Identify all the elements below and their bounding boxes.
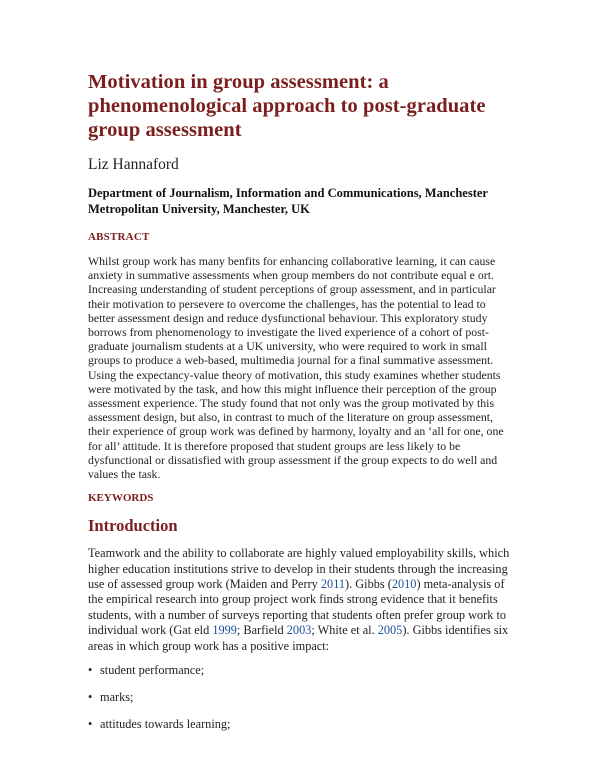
paragraph-text: ). Gibbs identifies six areas in which group work has a positive impact: (88, 623, 509, 653)
article-title: Motivation in group assessment: a phenomenological approach to post-graduate group assessment (88, 71, 486, 141)
paragraph-text: ) meta-analysis of the empirical research into group project work finds strong evidence that it benefits students, with a number of surveys reporting that students often prefer group work to individual work (Gat eld (88, 577, 507, 638)
citation-link[interactable]: 2003 (286, 623, 312, 638)
abstract-text: Whilst group work has many benfits for enhancing collaborative learning, it can cause anxiety in summative assessments when group members do not contribute equal e ort. Increasing understanding of student perceptions of group assessment, and in particular their motivation to persevere to overcome the challenges, has the potential to lead to better assessment design and reduce dysfunctional behaviour. This exploratory study borrows from phenomenology to investigate the lived experience of a cohort of post-graduate journalism students at a UK university, who were required to work in small groups to produce a web-based, multimedia journal for a final summative assessment. Using the expectancy-value theory of motivation, this study examines whether students were motivated by the task, and how this might influence their perception of the group assessment experience. The study found that not only was the group motivated by this assessment design, but also, in contrast to much of the literature on group assessment, their experience of group work was defined by harmony, loyalty and an ‘all for one, one for all’ attitude. It is therefore proposed that student groups are less likely to be dysfunctional or dissatisfied with group assessment if the group expects to do well and values the task. (88, 254, 504, 482)
introduction-heading: Introduction (88, 516, 178, 536)
bullet-icon: • (88, 717, 93, 732)
list-item (88, 663, 512, 678)
author-name: Liz Hannaford (88, 156, 179, 173)
bullet-icon: • (88, 690, 93, 705)
citation-link[interactable]: 2011 (320, 577, 346, 592)
author-affiliation: Department of Journalism, Information and Communications, Manchester Metropolitan University, Manchester, UK (88, 186, 488, 216)
impact-list (88, 663, 512, 732)
paragraph-text: ; Barfield (236, 623, 287, 638)
list-item-text: attitudes towards learning; (100, 717, 231, 732)
list-item (88, 717, 512, 732)
list-item-text: student performance; (100, 663, 205, 678)
paragraph-text: ; White et al. (311, 623, 378, 638)
citation-link[interactable]: 2005 (377, 623, 403, 638)
list-item (88, 690, 512, 705)
bullet-icon: • (88, 663, 93, 678)
citation-link[interactable]: 1999 (212, 623, 237, 638)
keywords-heading: KEYWORDS (88, 492, 154, 505)
paragraph-text: Teamwork and the ability to collaborate are highly valued employability skills, which higher education institutions strive to develop in their students through the increasing use of assessed group work (Maiden and Perry (88, 546, 510, 592)
paragraph-text: ). Gibbs ( (345, 577, 392, 592)
citation-link[interactable]: 2010 (391, 577, 417, 592)
introduction-paragraph (88, 546, 512, 654)
abstract-heading: ABSTRACT (88, 231, 150, 243)
list-item-text: marks; (100, 690, 134, 705)
